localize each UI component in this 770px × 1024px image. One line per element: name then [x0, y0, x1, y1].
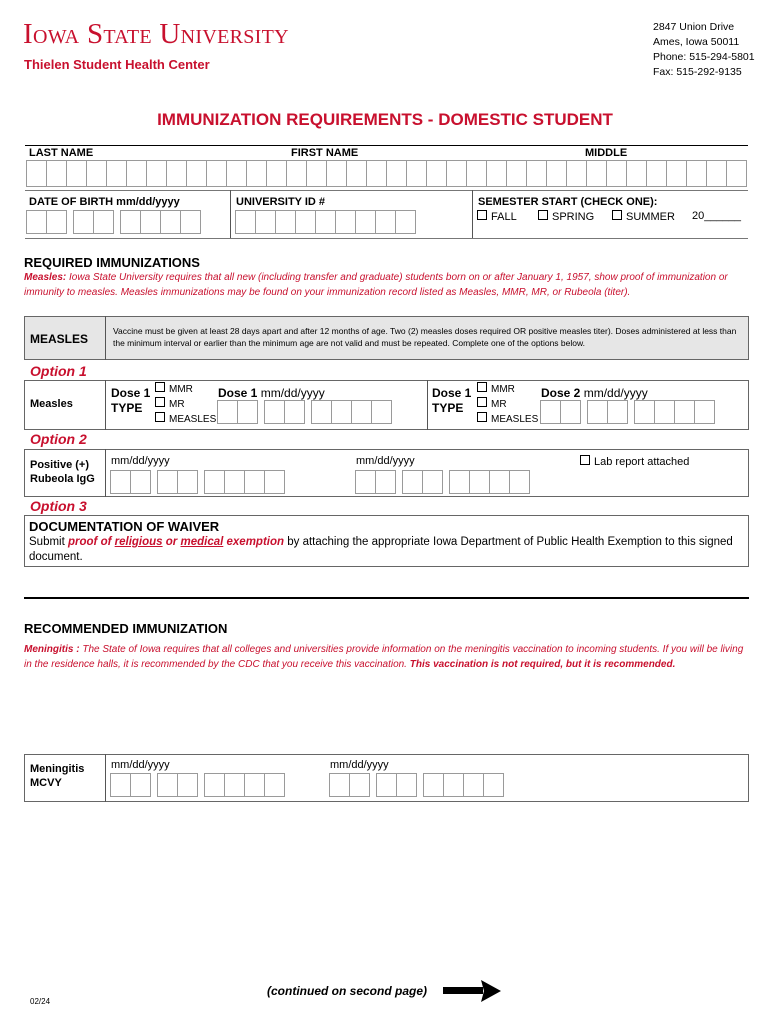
character-box[interactable]: [654, 400, 675, 424]
character-box[interactable]: [646, 160, 667, 187]
character-box[interactable]: [126, 160, 147, 187]
character-box[interactable]: [566, 160, 587, 187]
middle-label: MIDDLE: [585, 147, 628, 159]
health-center-name: Thielen Student Health Center: [24, 57, 210, 72]
character-box[interactable]: [66, 160, 87, 187]
character-box[interactable]: [674, 400, 695, 424]
option2-heading: Option 2: [30, 431, 87, 447]
character-box[interactable]: [120, 210, 141, 234]
waiver-text: Submit proof of religious or medical exemption by attaching the appropriate Iowa Department of Public Health Exemption to this signed document.: [29, 536, 733, 563]
character-box[interactable]: [326, 160, 347, 187]
checkbox-icon[interactable]: [477, 382, 487, 392]
character-box[interactable]: [351, 400, 372, 424]
option1-heading: Option 1: [30, 363, 87, 379]
character-box[interactable]: [255, 210, 276, 234]
type-label-2: TYPE: [432, 401, 464, 415]
divider: [472, 190, 473, 238]
divider: [105, 754, 106, 802]
dose1-type-options: [155, 382, 216, 427]
character-box[interactable]: [186, 160, 207, 187]
character-box[interactable]: [26, 210, 47, 234]
spring-option[interactable]: [538, 210, 594, 223]
type-label: TYPE: [111, 401, 143, 415]
character-box[interactable]: [686, 160, 707, 187]
measles-option[interactable]: MEASLES: [155, 412, 216, 427]
character-box[interactable]: [449, 470, 470, 494]
checkbox-icon[interactable]: [612, 210, 622, 220]
character-box[interactable]: [666, 160, 687, 187]
mening-date2-boxes[interactable]: [330, 773, 504, 797]
mr-option[interactable]: MR: [477, 397, 538, 412]
character-box[interactable]: [329, 773, 350, 797]
character-box[interactable]: [206, 160, 227, 187]
checkbox-icon[interactable]: [538, 210, 548, 220]
mening-date1-boxes[interactable]: [111, 773, 285, 797]
character-box[interactable]: [306, 160, 327, 187]
character-box[interactable]: [157, 470, 178, 494]
character-box[interactable]: [226, 160, 247, 187]
dose1-type-label: Dose 1: [111, 386, 151, 400]
character-box[interactable]: [466, 160, 487, 187]
character-box[interactable]: [546, 160, 567, 187]
medical-link[interactable]: medical: [180, 536, 224, 548]
character-box[interactable]: [463, 773, 484, 797]
dose1-type-label-2: Dose 1: [432, 386, 472, 400]
continued-note: (continued on second page): [267, 984, 428, 998]
character-box[interactable]: [376, 773, 397, 797]
dose2-type-options: [477, 382, 538, 427]
last-name-label: LAST NAME: [29, 147, 94, 159]
character-box[interactable]: [489, 470, 510, 494]
summer-label: SUMMER: [626, 211, 675, 223]
dob-boxes[interactable]: [27, 210, 201, 234]
character-box[interactable]: [237, 400, 258, 424]
divider: [105, 316, 106, 360]
character-box[interactable]: [349, 773, 370, 797]
name-boxes[interactable]: [27, 160, 747, 187]
year-field[interactable]: 20______: [692, 210, 741, 222]
character-box[interactable]: [110, 773, 131, 797]
character-box[interactable]: [177, 773, 198, 797]
character-box[interactable]: [694, 400, 715, 424]
character-box[interactable]: [315, 210, 336, 234]
character-box[interactable]: [469, 470, 490, 494]
character-box[interactable]: [371, 400, 392, 424]
option2-date2-boxes[interactable]: [356, 470, 530, 494]
phone: Phone: 515-294-5801: [653, 51, 755, 63]
option2-date2-label: mm/dd/yyyy: [356, 455, 415, 467]
character-box[interactable]: [286, 160, 307, 187]
character-box[interactable]: [509, 470, 530, 494]
dob-label: DATE OF BIRTH mm/dd/yyyy: [29, 196, 180, 208]
arrow-right-icon: [443, 978, 503, 1004]
option2-date1-boxes[interactable]: [111, 470, 285, 494]
fall-label: FALL: [491, 211, 517, 223]
character-box[interactable]: [177, 470, 198, 494]
character-box[interactable]: [275, 210, 296, 234]
character-box[interactable]: [331, 400, 352, 424]
character-box[interactable]: [726, 160, 747, 187]
positive-label: Positive (+): [30, 459, 89, 471]
mmr-option[interactable]: MMR: [477, 382, 538, 397]
character-box[interactable]: [335, 210, 356, 234]
fall-option[interactable]: [477, 210, 517, 223]
rubeola-label: Rubeola IgG: [30, 473, 95, 485]
divider: [25, 190, 748, 191]
character-box[interactable]: [26, 160, 47, 187]
character-box[interactable]: [140, 210, 161, 234]
character-box[interactable]: [264, 400, 285, 424]
character-box[interactable]: [423, 773, 444, 797]
character-box[interactable]: [406, 160, 427, 187]
character-box[interactable]: [157, 773, 178, 797]
character-box[interactable]: [295, 210, 316, 234]
checkbox-icon[interactable]: [155, 412, 165, 422]
character-box[interactable]: [284, 400, 305, 424]
character-box[interactable]: [93, 210, 114, 234]
mening-date2-label: mm/dd/yyyy: [330, 759, 389, 771]
character-box[interactable]: [346, 160, 367, 187]
character-box[interactable]: [386, 160, 407, 187]
option2-date1-label: mm/dd/yyyy: [111, 455, 170, 467]
form-title: IMMUNIZATION REQUIREMENTS - DOMESTIC STUDENT: [157, 110, 613, 129]
character-box[interactable]: [586, 160, 607, 187]
measles-option[interactable]: MEASLES: [477, 412, 538, 427]
religious-link[interactable]: religious: [114, 536, 163, 548]
divider: [25, 238, 748, 239]
character-box[interactable]: [311, 400, 332, 424]
lab-report-option[interactable]: Lab report attached: [580, 455, 689, 468]
character-box[interactable]: [246, 160, 267, 187]
measles-info-text: Iowa State University requires that all new (including transfer and graduate) students born on or after January 1, 1957, show proof of immunization or immunity to measles. Measles immunizations may be found on your immunization record listed as Measles, MMR, MR, or Rubeola (titer).: [24, 272, 728, 298]
dose1-date-boxes[interactable]: [218, 400, 392, 424]
fax: Fax: 515-292-9135: [653, 66, 742, 78]
character-box[interactable]: [402, 470, 423, 494]
character-box[interactable]: [422, 470, 443, 494]
mcvy-label: MCVY: [30, 777, 62, 789]
character-box[interactable]: [146, 160, 167, 187]
waiver-title: DOCUMENTATION OF WAIVER: [29, 519, 220, 534]
character-box[interactable]: [375, 470, 396, 494]
logo-text: Iowa State University: [23, 18, 289, 50]
address-block: [653, 20, 755, 80]
divider: [105, 380, 106, 430]
checkbox-icon[interactable]: [580, 455, 590, 465]
character-box[interactable]: [446, 160, 467, 187]
measles-table-note: Vaccine must be given at least 28 days apart and after 12 months of age. Two (2) measles doses required OR positive measles titer). Doses administered at less than the minimum interval or earlier than the minimum age are not valid and must be repeated. Complete one of the options below.: [113, 326, 737, 348]
first-name-label: FIRST NAME: [291, 147, 359, 159]
character-box[interactable]: [706, 160, 727, 187]
character-box[interactable]: [217, 400, 238, 424]
dose1-date-label: Dose 1 mm/dd/yyyy: [218, 386, 325, 400]
measles-table-label: MEASLES: [30, 332, 89, 346]
character-box[interactable]: [166, 160, 187, 187]
character-box[interactable]: [426, 160, 447, 187]
character-box[interactable]: [626, 160, 647, 187]
measles-info-label: Measles:: [24, 272, 67, 283]
character-box[interactable]: [235, 210, 256, 234]
character-box[interactable]: [110, 470, 131, 494]
character-box[interactable]: [46, 210, 67, 234]
required-heading: REQUIRED IMMUNIZATIONS: [24, 255, 200, 270]
divider: [25, 145, 748, 146]
character-box[interactable]: [130, 773, 151, 797]
checkbox-icon[interactable]: [477, 412, 487, 422]
character-box[interactable]: [73, 210, 94, 234]
character-box[interactable]: [244, 470, 265, 494]
character-box[interactable]: [526, 160, 547, 187]
option1-row-label: Measles: [30, 398, 73, 410]
dose2-date-label: Dose 2 mm/dd/yyyy: [541, 386, 648, 400]
character-box[interactable]: [375, 210, 396, 234]
character-box[interactable]: [606, 160, 627, 187]
character-box[interactable]: [204, 773, 225, 797]
character-box[interactable]: [224, 470, 245, 494]
mening-date1-label: mm/dd/yyyy: [111, 759, 170, 771]
character-box[interactable]: [486, 160, 507, 187]
character-box[interactable]: [180, 210, 201, 234]
character-box[interactable]: [560, 400, 581, 424]
divider: [105, 449, 106, 497]
checkbox-icon[interactable]: [477, 397, 487, 407]
character-box[interactable]: [244, 773, 265, 797]
character-box[interactable]: [443, 773, 464, 797]
character-box[interactable]: [224, 773, 245, 797]
character-box[interactable]: [366, 160, 387, 187]
university-logo: [23, 20, 289, 49]
character-box[interactable]: [483, 773, 504, 797]
divider: [230, 190, 231, 238]
measles-info: [24, 270, 749, 300]
character-box[interactable]: [106, 160, 127, 187]
mr-option[interactable]: MR: [155, 397, 216, 412]
character-box[interactable]: [396, 773, 417, 797]
character-box[interactable]: [355, 210, 376, 234]
checkbox-icon[interactable]: [477, 210, 487, 220]
character-box[interactable]: [395, 210, 416, 234]
option3-heading: Option 3: [30, 498, 87, 514]
university-id-label: UNIVERSITY ID #: [236, 196, 326, 208]
spring-label: SPRING: [552, 211, 595, 223]
character-box[interactable]: [264, 470, 285, 494]
character-box[interactable]: [506, 160, 527, 187]
character-box[interactable]: [355, 470, 376, 494]
dose2-date-boxes[interactable]: [541, 400, 715, 424]
recommended-heading: RECOMMENDED IMMUNIZATION: [24, 621, 228, 636]
character-box[interactable]: [204, 470, 225, 494]
character-box[interactable]: [634, 400, 655, 424]
address-line: 2847 Union Drive: [653, 21, 735, 33]
character-box[interactable]: [607, 400, 628, 424]
checkbox-icon[interactable]: [155, 382, 165, 392]
character-box[interactable]: [46, 160, 67, 187]
meningitis-info: Meningitis : The State of Iowa requires that all colleges and universities provide information on the meningitis vaccination to incoming students. If you will be living in the residence halls, it is recommended by the CDC that you receive this vaccination. This vaccination is not required, but it is recommended.: [24, 644, 744, 670]
character-box[interactable]: [264, 773, 285, 797]
summer-option[interactable]: [612, 210, 675, 223]
character-box[interactable]: [86, 160, 107, 187]
character-box[interactable]: [540, 400, 561, 424]
university-id-boxes[interactable]: [236, 210, 416, 234]
checkbox-icon[interactable]: [155, 397, 165, 407]
address-line: Ames, Iowa 50011: [653, 36, 740, 48]
character-box[interactable]: [587, 400, 608, 424]
mmr-option[interactable]: MMR: [155, 382, 216, 397]
section-divider: [24, 597, 749, 599]
divider: [427, 380, 428, 430]
meningitis-row-label: Meningitis: [30, 763, 85, 775]
character-box[interactable]: [160, 210, 181, 234]
semester-label: SEMESTER START (CHECK ONE):: [478, 196, 658, 208]
character-box[interactable]: [266, 160, 287, 187]
revision-date: 02/24: [30, 997, 51, 1006]
character-box[interactable]: [130, 470, 151, 494]
